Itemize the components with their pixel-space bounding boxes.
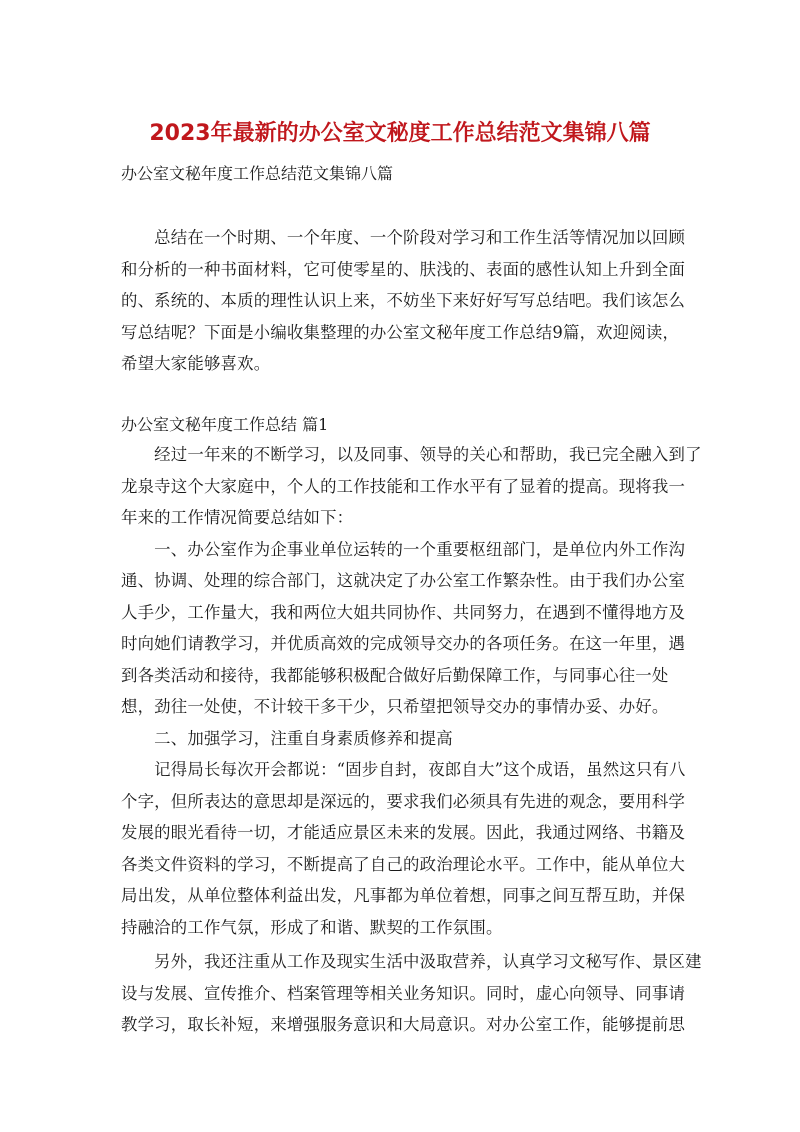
- text-line: 设与发展、宣传推介、档案管理等相关业务知识。同时，虚心向领导、同事请: [121, 983, 686, 1003]
- text-line: 持融洽的工作气氛，形成了和谐、默契的工作氛围。: [121, 917, 503, 937]
- text-line: 的、系统的、本质的理性认识上来，不妨坐下来好好写写总结吧。我们该怎么: [121, 291, 686, 310]
- text-line: 教学习，取长补短，来增强服务意识和大局意识。对办公室工作，能够提前思: [121, 1015, 686, 1034]
- text-line: 想，劲往一处使，不计较干多干少，只希望把领导交办的事情办妥、办好。: [121, 697, 669, 716]
- section-body: [121, 439, 702, 943]
- text-line: 总结在一个时期、一个年度、一个阶段对学习和工作生活等情况加以回顾: [121, 228, 686, 247]
- text-line: 人手少，工作量大，我和两位大姐共同协作、共同努力，在遇到不懂得地方及: [121, 602, 686, 622]
- text-line: 和分析的一种书面材料，它可使零星的、肤浅的、表面的感性认知上升到全面: [121, 259, 686, 279]
- text-line: 记得局长每次开会都说：“固步自封，夜郎自大”这个成语，虽然这只有八: [121, 760, 686, 779]
- text-line: 一、办公室作为企事业单位运转的一个重要枢纽部门，是单位内外工作沟: [121, 539, 686, 559]
- text-line: 年来的工作情况简要总结如下：: [121, 508, 354, 527]
- text-line: 龙泉寺这个大家庭中，个人的工作技能和工作水平有了显着的提高。现将我一: [121, 476, 686, 496]
- document-title: 2023年最新的办公室文秘度工作总结范文集锦八篇: [149, 121, 651, 146]
- document-subtitle: 办公室文秘年度工作总结范文集锦八篇: [121, 164, 394, 183]
- section-body-continued: [121, 946, 702, 1041]
- text-line: 经过一年来的不断学习，以及同事、领导的关心和帮助，我已完全融入到了: [121, 445, 702, 464]
- text-line: 局出发，从单位整体利益出发，凡事都为单位着想，同事之间互帮互助，并保: [121, 886, 686, 905]
- text-line: 各类文件资料的学习，不断提高了自己的政治理论水平。工作中，能从单位大: [121, 854, 686, 874]
- intro-paragraph: [121, 222, 686, 380]
- text-line: 个字，但所表达的意思却是深远的，要求我们必须具有先进的观念，要用科学: [121, 791, 686, 811]
- text-line: 另外，我还注重从工作及现实生活中汲取营养，认真学习文秘写作、景区建: [121, 952, 702, 971]
- text-line: 二、加强学习，注重自身素质修养和提高: [121, 728, 453, 748]
- text-line: 希望大家能够喜欢。: [121, 354, 271, 373]
- section-heading: 办公室文秘年度工作总结 篇1: [121, 415, 329, 434]
- text-line: 通、协调、处理的综合部门，这就决定了办公室工作繁杂性。由于我们办公室: [121, 571, 686, 590]
- text-line: 发展的眼光看待一切，才能适应景区未来的发展。因此，我通过网络、书籍及: [121, 823, 686, 842]
- text-line: 写总结呢？下面是小编收集整理的办公室文秘年度工作总结9篇，欢迎阅读，: [121, 322, 680, 342]
- text-line: 时向她们请教学习，并优质高效的完成领导交办的各项任务。在这一年里，遇: [121, 634, 686, 653]
- text-line: 到各类活动和接待，我都能够积极配合做好后勤保障工作，与同事心往一处: [121, 665, 669, 685]
